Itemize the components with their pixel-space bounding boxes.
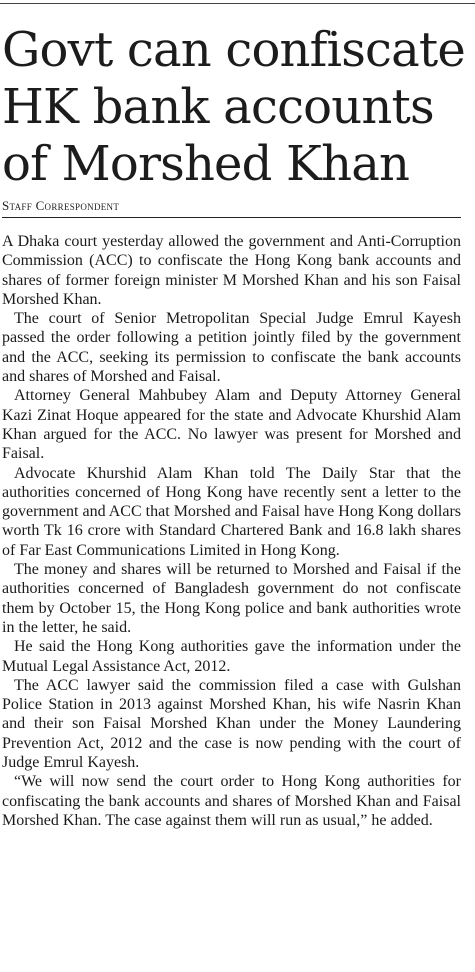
article-paragraph: The court of Senior Metropolitan Special Judge Emrul Kayesh passed the order following a petition jointly filed by the government and the ACC, seeking its permission to confiscate the bank accounts and shares of Morshed and Faisal. [2,310,461,386]
news-article [2,22,466,830]
headline-line-1: Govt can confiscate [2,22,466,78]
article-paragraph: The ACC lawyer said the commission filed a case with Gulshan Police Station in 2013 against Morshed Khan, his wife Nasrin Khan and their son Faisal Morshed Khan under the Money Laundering Prevention Act, 2012 and the case is now pending with the court of Judge Emrul Kayesh. [2,676,461,772]
top-rule [0,3,475,4]
article-paragraph: A Dhaka court yesterday allowed the government and Anti-Corruption Commission (ACC) to confiscate the Hong Kong bank accounts and shares of former foreign minister M Morshed Khan and his son Faisal Morshed Khan. [2,233,461,308]
article-paragraph: He said the Hong Kong authorities gave the information under the Mutual Legal Assistance Act, 2012. [2,638,461,675]
headline-line-2: HK bank accounts [2,79,434,135]
article-body [2,232,461,830]
headline [2,22,466,193]
byline: Staff Correspondent [2,198,120,213]
headline-line-3: of Morshed Khan [2,136,410,192]
byline-divider [2,217,461,218]
article-paragraph: Attorney General Mahbubey Alam and Deputy Attorney General Kazi Zinat Hoque appeared for the state and Advocate Khurshid Alam Khan argued for the ACC. No lawyer was present for Morshed and Faisal. [2,387,461,463]
article-paragraph: “We will now send the court order to Hong Kong authorities for confiscating the bank accounts and shares of Morshed Khan and Faisal Morshed Khan. The case against them will run as usual,” he added. [2,773,461,829]
article-paragraph: The money and shares will be returned to Morshed and Faisal if the authorities concerned of Bangladesh government do not confiscate them by October 15, the Hong Kong police and bank authorities wrote in the letter, he said. [2,561,461,636]
article-paragraph: Advocate Khurshid Alam Khan told The Daily Star that the authorities concerned of Hong Kong have recently sent a letter to the government and ACC that Morshed and Faisal have Hong Kong dollars worth Tk 16 crore with Standard Chartered Bank and 16.8 lakh shares of Far East Communications Limited in Hong Kong. [2,464,461,559]
